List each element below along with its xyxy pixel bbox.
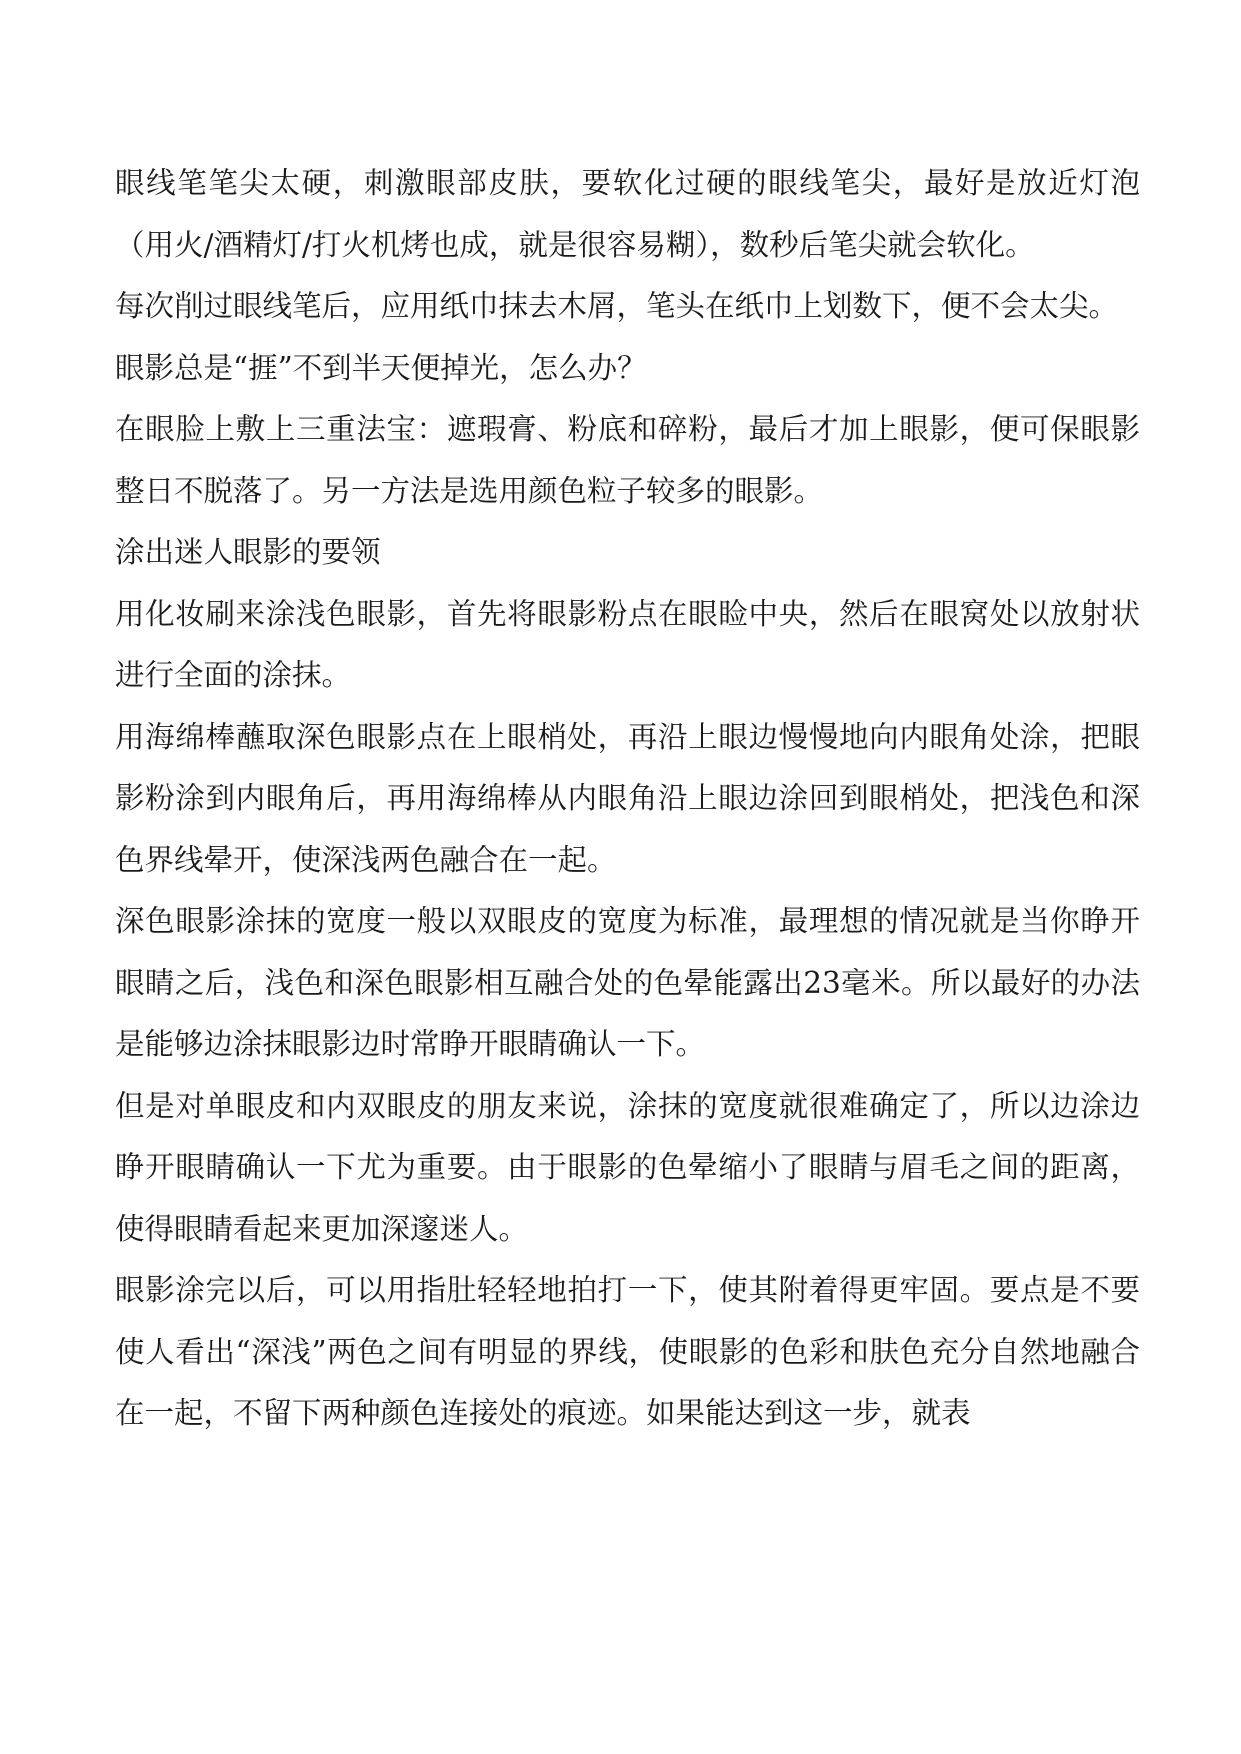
paragraph-eyeliner-sharpening: 每次削过眼线笔后，应用纸巾抹去木屑，笔头在纸巾上划数下，便不会太尖。: [115, 289, 1119, 323]
paragraph-shadow-width: 深色眼影涂抹的宽度一般以双眼皮的宽度为标准，最理想的情况就是当你睁开眼睛之后，浅色和深色眼影相互融合处的色晕能露出23毫米。所以最好的办法是能够边涂抹眼影边时常睁开眼睛确认一下。: [115, 904, 1140, 1061]
section-heading-eyeshadow-tips: 涂出迷人眼影的要领: [115, 535, 381, 569]
paragraph-dark-shadow: 用海绵棒蘸取深色眼影点在上眼梢处，再沿上眼边慢慢地向内眼角处涂，把眼影粉涂到内眼角后，再用海绵棒从内眼角沿上眼边涂回到眼梢处，把浅色和深色界线晕开，使深浅两色融合在一起。: [115, 719, 1140, 877]
paragraph-light-shadow: 用化妆刷来涂浅色眼影，首先将眼影粉点在眼睑中央，然后在眼窝处以放射状进行全面的涂抹。: [115, 596, 1140, 692]
paragraph-single-eyelid: 但是对单眼皮和内双眼皮的朋友来说，涂抹的宽度就很难确定了，所以边涂边睁开眼睛确认一下尤为重要。由于眼影的色晕缩小了眼睛与眉毛之间的距离，使得眼睛看起来更加深邃迷人。: [115, 1088, 1140, 1246]
paragraph-eyeshadow-question: 眼影总是“捱”不到半天便掉光，怎么办？: [115, 350, 647, 385]
paragraph-finishing: 眼影涂完以后，可以用指肚轻轻地拍打一下，使其附着得更牢固。要点是不要使人看出“深浅”两色之间有明显的界线，使眼影的色彩和肤色充分自然地融合在一起，不留下两种颜色连接处的痕迹。如果能达到这一步，就表: [115, 1273, 1140, 1430]
paragraph-eyeshadow-answer: 在眼脸上敷上三重法宝：遮瑕膏、粉底和碎粉，最后才加上眼影，便可保眼影整日不脱落了。另一方法是选用颜色粒子较多的眼影。: [115, 412, 1140, 508]
document-body: [115, 153, 1140, 1445]
paragraph-eyeliner-softening: 眼线笔笔尖太硬，刺激眼部皮肤，要软化过硬的眼线笔尖，最好是放近灯泡（用火/酒精灯/打火机烤也成，就是很容易糊），数秒后笔尖就会软化。: [115, 166, 1140, 262]
